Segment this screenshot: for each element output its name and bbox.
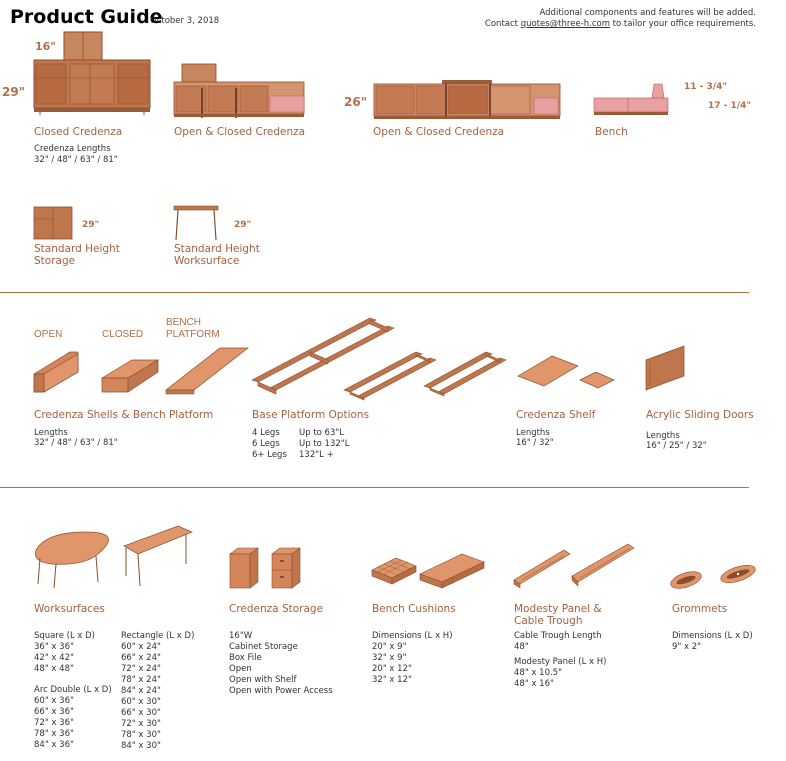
grommet-dims-label: Dimensions (L x D) bbox=[672, 631, 753, 641]
note-prefix: Contact bbox=[484, 19, 521, 29]
shelf-lengths-label: Lengths bbox=[516, 428, 550, 438]
section-divider-1 bbox=[0, 292, 749, 293]
list-item: 66" x 24" bbox=[121, 653, 161, 663]
caption-credenza-shelf: Credenza Shelf bbox=[516, 409, 596, 421]
caption-line-1: Standard Height bbox=[34, 243, 120, 255]
list-item: 20" x 12" bbox=[372, 664, 412, 674]
panel-label: Modesty Panel (L x H) bbox=[514, 657, 607, 667]
bench-illustration bbox=[592, 82, 672, 118]
list-item: 84" x 24" bbox=[121, 686, 161, 696]
page-title: Product Guide bbox=[10, 6, 163, 28]
list-item: 48" x 10.5" bbox=[514, 668, 562, 678]
shells-lengths-label: Lengths bbox=[34, 428, 68, 438]
list-item: 20" x 9" bbox=[372, 642, 407, 652]
rectangle-label: Rectangle (L x D) bbox=[121, 631, 195, 641]
shells-lengths: 32" / 48" / 63" / 81" bbox=[34, 438, 118, 448]
trough-label: Cable Trough Length bbox=[514, 631, 602, 641]
list-item: 72" x 30" bbox=[121, 719, 161, 729]
list-item: 66" x 30" bbox=[121, 708, 161, 718]
list-item: 60" x 30" bbox=[121, 697, 161, 707]
legs-cell: 6+ Legs bbox=[252, 450, 287, 460]
doors-lengths: 16" / 25" / 32" bbox=[646, 441, 707, 451]
list-item: 48" x 16" bbox=[514, 679, 554, 689]
doors-lengths-label: Lengths bbox=[646, 431, 680, 441]
table-row bbox=[252, 450, 349, 461]
list-item: 32" x 9" bbox=[372, 653, 407, 663]
dim-16: 16" bbox=[35, 40, 57, 53]
list-item: 60" x 24" bbox=[121, 642, 161, 652]
caption-acrylic-doors: Acrylic Sliding Doors bbox=[646, 409, 754, 421]
credenza-shelf-illustration bbox=[516, 352, 626, 392]
caption-line-2: Worksurface bbox=[174, 255, 240, 267]
table-row bbox=[252, 428, 349, 439]
note-suffix: to tailor your office requirements. bbox=[609, 19, 756, 29]
label-open: OPEN bbox=[34, 329, 63, 340]
list-item: 16"W bbox=[229, 631, 253, 641]
caption-line-2: Storage bbox=[34, 255, 76, 267]
list-item: 36" x 36" bbox=[34, 642, 74, 652]
list-item: 72" x 24" bbox=[121, 664, 161, 674]
list-item: Open with Shelf bbox=[229, 675, 297, 685]
list-item: 42" x 42" bbox=[34, 653, 74, 663]
legs-cell: 6 Legs bbox=[252, 439, 280, 449]
arc-double-label: Arc Double (L x D) bbox=[34, 685, 112, 695]
cushions-list bbox=[372, 631, 453, 686]
credenza-lengths: 32" / 48" / 63" / 81" bbox=[34, 155, 118, 165]
credenza-lengths-label: Credenza Lengths bbox=[34, 144, 111, 154]
list-item: 84" x 36" bbox=[34, 740, 74, 750]
dim-29: 29" bbox=[2, 85, 25, 99]
caption-standard-storage bbox=[34, 243, 120, 267]
header-note bbox=[485, 8, 756, 30]
length-cell: Up to 63"L bbox=[299, 428, 345, 438]
table-row bbox=[252, 439, 349, 450]
section-divider-2 bbox=[0, 487, 749, 488]
credenza-storage-illustration bbox=[228, 544, 308, 590]
worksurfaces-right-column bbox=[121, 631, 194, 752]
caption-bench: Bench bbox=[595, 126, 628, 138]
list-item: 84" x 30" bbox=[121, 741, 161, 751]
dim-29-worksurface: 29" bbox=[234, 220, 252, 230]
caption-closed-credenza: Closed Credenza bbox=[34, 126, 123, 138]
list-item: 48" x 48" bbox=[34, 664, 74, 674]
standard-storage-illustration bbox=[32, 205, 76, 241]
bench-cushions-illustration bbox=[370, 544, 490, 590]
list-item: 78" x 30" bbox=[121, 730, 161, 740]
standard-worksurface-illustration bbox=[172, 204, 222, 242]
caption-line-1: Modesty Panel & bbox=[514, 603, 602, 615]
list-item: 78" x 24" bbox=[121, 675, 161, 685]
list-item: 60" x 36" bbox=[34, 696, 74, 706]
shelf-lengths: 16" / 32" bbox=[516, 438, 554, 448]
contact-email-link[interactable]: quotes@three-h.com bbox=[520, 19, 610, 29]
base-platform-table bbox=[252, 428, 349, 461]
caption-credenza-shells: Credenza Shells & Bench Platform bbox=[34, 409, 214, 421]
caption-grommets: Grommets bbox=[672, 603, 728, 615]
label-line-1: BENCH bbox=[166, 317, 202, 328]
list-item: 72" x 36" bbox=[34, 718, 74, 728]
caption-line-1: Standard Height bbox=[174, 243, 260, 255]
list-item: Cabinet Storage bbox=[229, 642, 298, 652]
modesty-list bbox=[514, 631, 606, 690]
caption-base-platform: Base Platform Options bbox=[252, 409, 370, 421]
list-item: 66" x 36" bbox=[34, 707, 74, 717]
legs-cell: 4 Legs bbox=[252, 428, 280, 438]
grommets-list bbox=[672, 631, 753, 653]
list-item: 78" x 36" bbox=[34, 729, 74, 739]
caption-open-closed-credenza-2: Open & Closed Credenza bbox=[373, 126, 505, 138]
dim-17-1-4: 17 - 1/4" bbox=[708, 101, 752, 111]
caption-worksurfaces: Worksurfaces bbox=[34, 603, 105, 615]
credenza-shells-illustration bbox=[32, 344, 252, 400]
storage-list bbox=[229, 631, 333, 697]
note-line-1: Additional components and features will be added. bbox=[539, 8, 756, 18]
dim-26: 26" bbox=[344, 95, 367, 109]
dim-29-storage: 29" bbox=[82, 220, 100, 230]
open-closed-credenza-illustration-1 bbox=[172, 64, 312, 119]
note-line-2 bbox=[485, 19, 756, 30]
caption-standard-worksurface bbox=[174, 243, 260, 267]
caption-credenza-storage: Credenza Storage bbox=[229, 603, 324, 615]
list-item: Open with Power Access bbox=[229, 686, 333, 696]
modesty-panel-illustration bbox=[512, 540, 636, 592]
list-item: 48" bbox=[514, 642, 529, 652]
list-item: 32" x 12" bbox=[372, 675, 412, 685]
length-cell: 132"L + bbox=[299, 450, 334, 460]
grommets-illustration bbox=[668, 562, 764, 590]
label-line-2: PLATFORM bbox=[166, 329, 220, 340]
worksurfaces-illustration bbox=[30, 524, 198, 590]
length-cell: Up to 132"L bbox=[299, 439, 350, 449]
caption-open-closed-credenza-1: Open & Closed Credenza bbox=[174, 126, 306, 138]
list-item: Box File bbox=[229, 653, 262, 663]
base-platform-illustration bbox=[250, 316, 510, 398]
label-bench-platform bbox=[166, 317, 220, 341]
caption-line-2: Cable Trough bbox=[514, 615, 583, 627]
dim-11-3-4: 11 - 3/4" bbox=[684, 82, 728, 92]
caption-bench-cushions: Bench Cushions bbox=[372, 603, 456, 615]
list-item: Open bbox=[229, 664, 252, 674]
worksurfaces-left-column bbox=[34, 631, 112, 751]
acrylic-doors-illustration bbox=[644, 344, 690, 394]
caption-modesty-panel bbox=[514, 603, 602, 627]
document-date: October 3, 2018 bbox=[150, 16, 220, 26]
cushion-dims-label: Dimensions (L x H) bbox=[372, 631, 453, 641]
square-label: Square (L x D) bbox=[34, 631, 95, 641]
list-item: 9" x 2" bbox=[672, 642, 702, 652]
label-closed: CLOSED bbox=[102, 329, 144, 340]
open-closed-credenza-illustration-2 bbox=[372, 78, 562, 120]
